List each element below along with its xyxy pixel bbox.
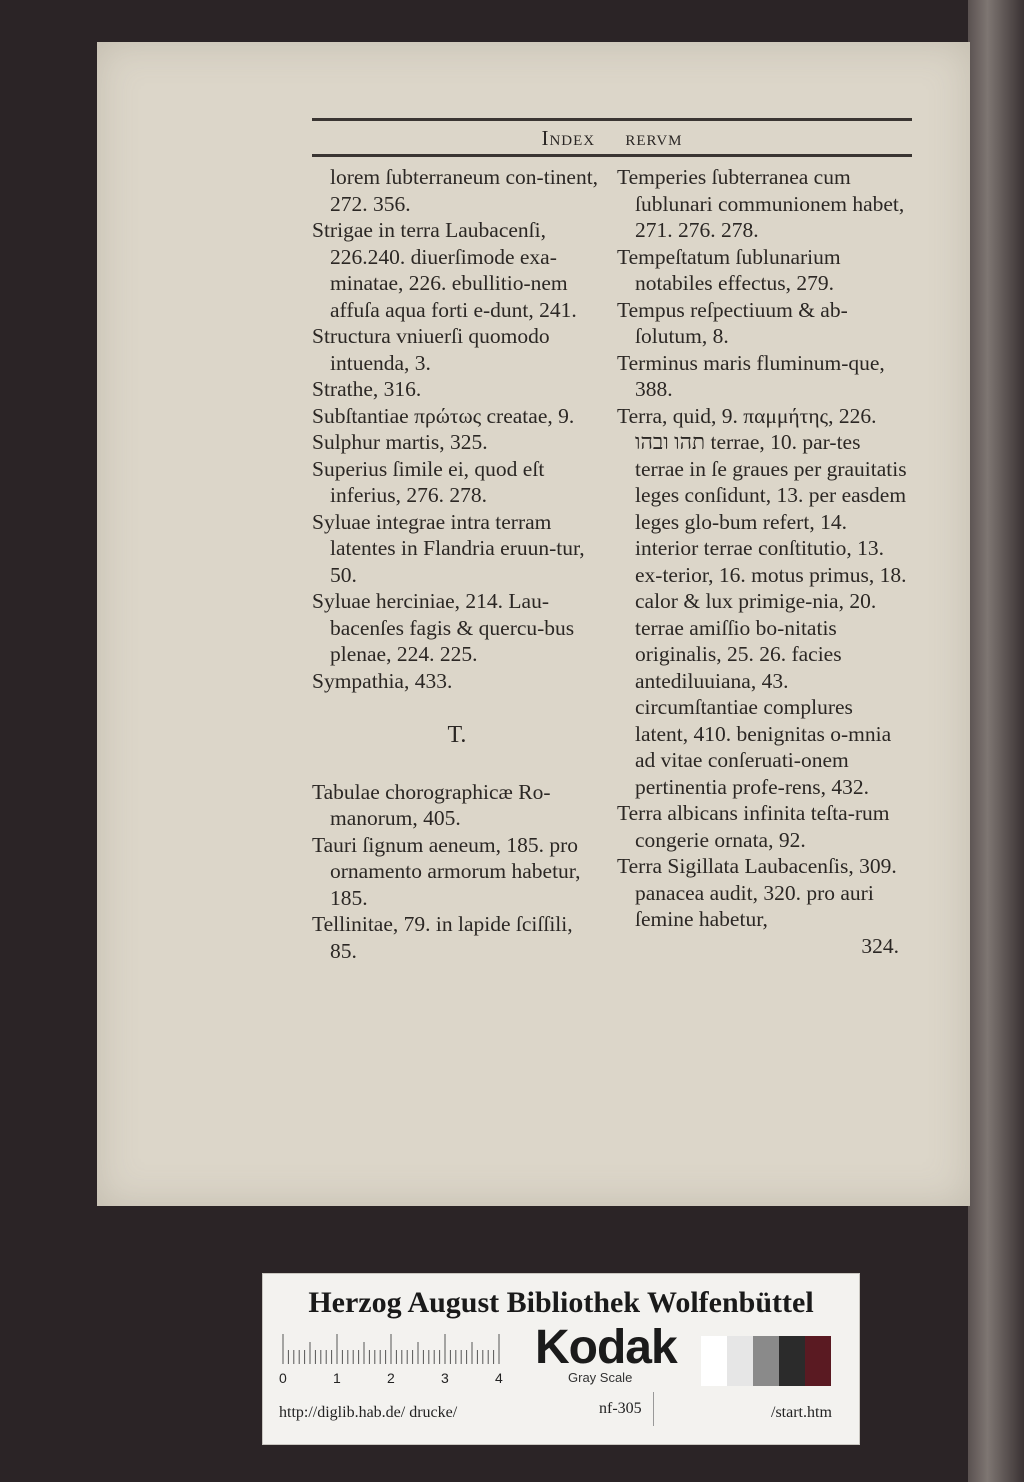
- adjacent-page-edge: [968, 0, 1024, 1482]
- gray-patch: [701, 1336, 727, 1386]
- index-entry: Tellinitae, 79. in lapide ſciſſili, 85.: [312, 912, 573, 963]
- left-column: [312, 164, 602, 964]
- index-entry: Terra, quid, 9. παμμήτης, 226. תהו ובהו terrae, 10. par-tes terrae in ſe graues per grauitatis leges conſidunt, 13. per easdem leges glo-bum refert, 14. interior terrae conſtitutio, 13. ex-terior, 16. motus primus, 18. calor & lux primige-nia, 20. terrae amiſſio bo-nitatis originalis, 25. 26. facies antediluuiana, 43. circumſtantiae complures latent, 410. benignitas o-mnia ad vitae conſeruati-onem pertinentia profe-rens, 432.: [617, 403, 907, 799]
- index-entry: Superius ſimile ei, quod eſt inferius, 276. 278.: [312, 456, 545, 507]
- ruler-number: 2: [387, 1370, 395, 1386]
- header-index: Index: [541, 126, 596, 150]
- gray-patches: [701, 1336, 831, 1386]
- ruler-number: 3: [441, 1370, 449, 1386]
- index-entry: Terra Sigillata Laubacenſis, 309. panacea audit, 320. pro auri ſemine habetur,: [617, 854, 897, 931]
- running-header: [312, 126, 912, 151]
- index-entry: Subſtantiae πρώτως creatae, 9.: [312, 403, 575, 428]
- header-rule-top: [312, 118, 912, 121]
- card-divider: [653, 1392, 654, 1426]
- index-entry: Terminus maris fluminum-que, 388.: [617, 350, 885, 401]
- header-rule-bottom: [312, 154, 912, 157]
- gray-patch: [727, 1336, 753, 1386]
- library-url: http://diglib.hab.de/ drucke/: [279, 1404, 458, 1421]
- index-entry: Tempus reſpectiuum & ab-ſolutum, 8.: [617, 297, 848, 348]
- book-page: [97, 42, 970, 1206]
- ruler-number: 1: [333, 1370, 341, 1386]
- index-entry: Sympathia, 433.: [312, 668, 453, 693]
- library-title: Herzog August Bibliothek Wolfenbüttel: [308, 1286, 814, 1319]
- index-entry: Tempeſtatum ſublunarium notabiles effectus, 279.: [617, 244, 841, 295]
- start-path: /start.htm: [771, 1404, 832, 1421]
- catchword: 324.: [861, 933, 899, 958]
- index-entry: Terra albicans infinita teſta-rum congerie ornata, 92.: [617, 801, 890, 852]
- kodak-logo: Kodak: [535, 1321, 677, 1374]
- index-entry: Sulphur martis, 325.: [312, 430, 488, 454]
- shelfmark-id: nf-305: [599, 1400, 642, 1417]
- index-entry: lorem ſubterraneum con-tinent, 272. 356.: [330, 165, 599, 216]
- header-rerum: rervm: [625, 126, 683, 150]
- gray-scale-label: Gray Scale: [568, 1370, 633, 1385]
- gray-patch: [805, 1336, 831, 1386]
- section-letter: T.: [447, 722, 467, 748]
- index-entry: Strathe, 316.: [312, 377, 422, 401]
- index-entry: Syluae herciniae, 214. Lau-bacenſes fagis & quercu-bus plenae, 224. 225.: [312, 589, 575, 666]
- ruler-numbers: [273, 1370, 513, 1390]
- index-entry: Structura vniuerſi quomodo intuenda, 3.: [312, 324, 550, 375]
- gray-patch: [753, 1336, 779, 1386]
- index-entry: Syluae integrae intra terram latentes in Flandria eruun-tur, 50.: [312, 509, 585, 587]
- ruler-icon: [279, 1332, 519, 1364]
- index-entry: Tabulae chorographicæ Ro-manorum, 405.: [312, 779, 551, 830]
- color-calibration-card: [262, 1273, 860, 1445]
- gray-patch: [779, 1336, 805, 1386]
- index-entry: Temperies ſubterranea cum ſublunari communionem habet, 271. 276. 278.: [617, 165, 905, 242]
- index-entry: Strigae in terra Laubacenſi, 226.240. diuerſimode exa-minatae, 226. ebullitio-nem affuſa aqua forti e-dunt, 241.: [312, 218, 577, 322]
- index-entry: Tauri ſignum aeneum, 185. pro ornamento armorum habetur, 185.: [312, 832, 581, 910]
- ruler-number: 0: [279, 1370, 287, 1386]
- ruler-number: 4: [495, 1370, 503, 1386]
- right-column: [617, 164, 907, 959]
